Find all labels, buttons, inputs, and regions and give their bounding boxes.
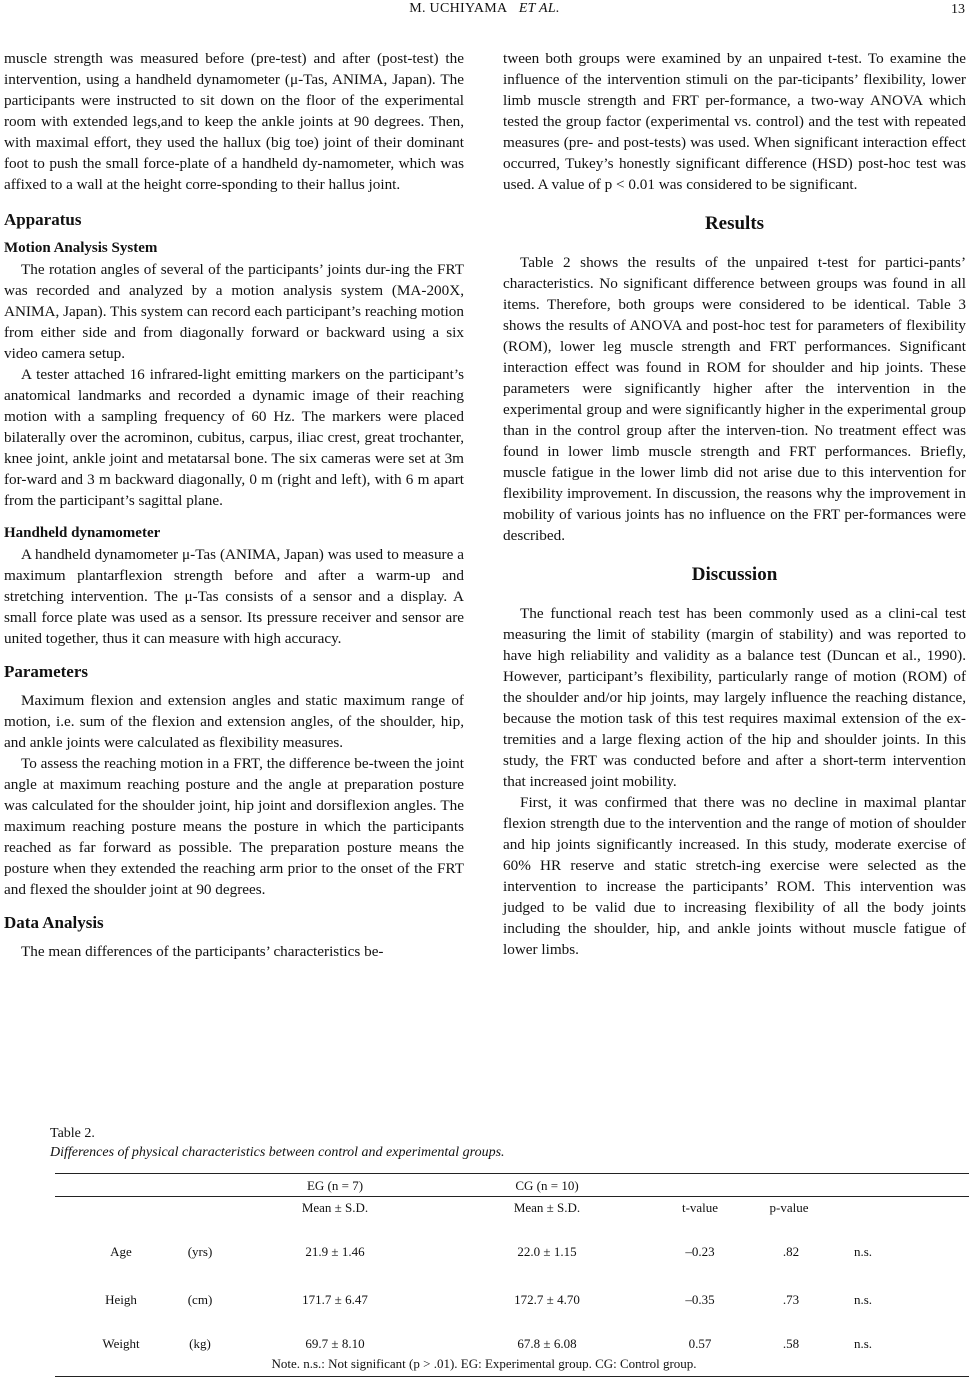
row-cg-value: 22.0 ± 1.15 — [517, 1244, 577, 1259]
paragraph-parameters-1: Maximum flexion and extension angles and static maximum range of motion, i.e. sum of the flexion and extension angles, of the shoulder, hip, and ankle joints were calculated as flexibility measures. — [4, 692, 464, 751]
paragraph-data-analysis: The mean differences of the participants’ characteristics be- — [21, 943, 384, 960]
paragraph-discussion-1: The functional reach test has been commonly used as a clini-cal test measuring the limit of stability (margin of stability) and was reported to have high reliability and validity as a balance test (Duncan et al., 1990). However, participant’s flexibility, particularly range of motion (ROM) of the shoulder and/or hip joints, may largely influence the reaching distance, because the motion task of this test requires maximal extension of the ex-tremities and a large flexing action of the hip and shoulder joints. In this study, the FRT was conducted before and after a short-term intervention that increased joint mobility. — [503, 605, 966, 790]
row-unit: (cm) — [187, 1292, 213, 1307]
section-heading-data-analysis: Data Analysis — [4, 913, 104, 932]
author-name: M. UCHIYAMA — [409, 1, 508, 16]
table-bottom-rule — [55, 1376, 969, 1377]
row-p-value: .73 — [782, 1292, 800, 1307]
running-header — [0, 0, 969, 24]
row-unit: (kg) — [189, 1336, 211, 1351]
running-head-authors — [0, 1, 969, 17]
subsection-heading-motion-analysis: Motion Analysis System — [4, 240, 158, 256]
table-header-cg: CG (n = 10) — [515, 1178, 579, 1193]
section-heading-parameters: Parameters — [4, 662, 89, 681]
paragraph-motion-2: A tester attached 16 infrared-light emitting markers on the participant’s anatomical landmarks and recorded a dynamic image of their reaching motion with a sampling frequency of 60 Hz. The markers were placed bilaterally over the acrominon, cubitus, carpus, iliac crest, great trochanter, knee joint, ankle joint and metatarsal bone. The six cameras were set at 3m for-ward and 3 m backward diagonally, 0 m (right and left), with 6 m apart from the participant’s sagittal plane. — [4, 366, 464, 509]
table-caption: Differences of physical characteristics between control and experimental groups. — [50, 1145, 505, 1160]
row-eg-value: 69.7 ± 8.10 — [305, 1336, 365, 1351]
row-significance: n.s. — [853, 1336, 873, 1351]
table-header-rule — [55, 1196, 969, 1197]
right-column — [503, 48, 966, 960]
row-eg-value: 171.7 ± 6.47 — [302, 1292, 368, 1307]
row-t-value: –0.23 — [685, 1244, 715, 1259]
row-cg-value: 172.7 ± 4.70 — [514, 1292, 580, 1307]
section-heading-discussion: Discussion — [691, 564, 778, 585]
paragraph-discussion-2: First, it was confirmed that there was no decline in maximal plantar flexion strength due to the intervention and the range of motion of shoulder and hip joints significantly increased. In this study, moderate exercise of 60% HR reserve and static stretch-ing exercise were selected as the intervention to increase the participants’ ROM. This intervention was judged to be valid due to increasing flexibility of all the body joints including the shoulder, hip, and ankle joints without muscle fatigue of lower limbs. — [503, 794, 966, 958]
table-header-eg: EG (n = 7) — [306, 1178, 364, 1193]
row-eg-value: 21.9 ± 1.46 — [305, 1244, 365, 1259]
paragraph-parameters-2: To assess the reaching motion in a FRT, the difference be-tween the joint angle at maximum reaching posture and the angle at preparation posture was calculated for the shoulder joint, hip joint and dorsiflexion angles. The maximum reaching posture means the posture in which the participants reached as far forward as possible. The preparation posture means the posture when they extended the reaching arm prior to the onset of the FRT and flexed the shoulder joint at 90 degrees. — [4, 755, 464, 898]
table-subheader-cg-mean: Mean ± S.D. — [513, 1200, 581, 1215]
section-heading-apparatus: Apparatus — [4, 210, 82, 229]
table-subheader-t-value: t-value — [681, 1200, 719, 1215]
row-significance: n.s. — [853, 1244, 873, 1259]
row-p-value: .58 — [782, 1336, 800, 1351]
table-label: Table 2. — [50, 1126, 95, 1141]
paragraph-intro: muscle strength was measured before (pre-test) and after (post-test) the intervention, using a handheld dynamometer (μ-Tas, ANIMA, Japan). The participants were instructed to sit down on the floor of the experimental room with extended legs,and to keep the ankle joints at 90 degrees. Then, with maximal effort, they used the hallux (big toe) joint of their dominant foot to push the small force-plate of a handheld dy-namometer, which was affixed to a wall at the height corre-sponding to their hallus joint. — [4, 50, 464, 193]
row-label: Heigh — [105, 1292, 137, 1307]
row-t-value: –0.35 — [685, 1292, 715, 1307]
row-p-value: .82 — [782, 1244, 800, 1259]
author-et-al: ET AL. — [518, 1, 560, 16]
row-cg-value: 67.8 ± 6.08 — [517, 1336, 577, 1351]
table-subheader-p-value: p-value — [769, 1200, 809, 1215]
paragraph-data-analysis-cont: tween both groups were examined by an unpaired t-test. To examine the influence of the intervention stimuli on the par-ticipants’ flexibility, lower limb muscle strength and FRT per-formance, a two-way ANOVA which tested the group factor (experimental vs. control) and the test with repeated measures (pre- and post-tests) was used. When significant interaction effect occurred, Tukey’s honestly significant difference (HSD) post-hoc test was used. A value of p < 0.01 was considered to be significant. — [503, 50, 966, 193]
page-number: 13 — [951, 2, 965, 17]
subsection-heading-handheld: Handheld dynamometer — [4, 525, 161, 541]
row-t-value: 0.57 — [688, 1336, 712, 1351]
paragraph-motion-1: The rotation angles of several of the participants’ joints dur-ing the FRT was recorded and analyzed by a motion analysis system (MA-200X, ANIMA, Japan). This system can record each participant’s reaching motion from either side and from diagonally forward or backward using a six video camera setup. — [4, 261, 464, 362]
table-subheader-eg-mean: Mean ± S.D. — [301, 1200, 369, 1215]
table-top-rule — [55, 1173, 969, 1174]
section-heading-results: Results — [704, 213, 765, 234]
paragraph-results: Table 2 shows the results of the unpaired t-test for partici-pants’ characteristics. No significant difference between groups was found in all items. Therefore, both groups were considered to be identical. Table 3 shows the results of ANOVA and post-hoc test for parameters of flexibility (ROM), lower leg muscle strength and FRT performances. Significant interaction effect was found in ROM for shoulder and hip joints. These parameters were significantly higher after the intervention in the experimental group and were significantly higher in the experimental group than in the control group after the interven-tion. No treatment effect was found in lower limb muscle strength and FRT performances. Briefly, muscle fatigue in the lower limb did not arise due to this intervention for flexibility improvement. In discussion, the reasons why the improvement in mobility of various joints has no influence on the FRT per-formances were described. — [503, 254, 966, 544]
table-note: Note. n.s.: Not significant (p > .01). EG: Experimental group. CG: Control group. — [271, 1356, 697, 1371]
table-2-title-block — [50, 1124, 969, 1162]
left-column — [4, 48, 464, 962]
row-significance: n.s. — [853, 1292, 873, 1307]
paragraph-handheld: A handheld dynamometer μ-Tas (ANIMA, Japan) was used to measure a maximum plantarflexion strength before and after a warm-up and stretching intervention. The μ-Tas consists of a sensor and a display. A small force plate was used as a sensor. Its pressure receiver and sensor are united together, thus it can measure with high accuracy. — [4, 546, 464, 647]
row-unit: (yrs) — [187, 1244, 213, 1259]
row-label: Age — [110, 1244, 132, 1259]
row-label: Weight — [102, 1336, 140, 1351]
